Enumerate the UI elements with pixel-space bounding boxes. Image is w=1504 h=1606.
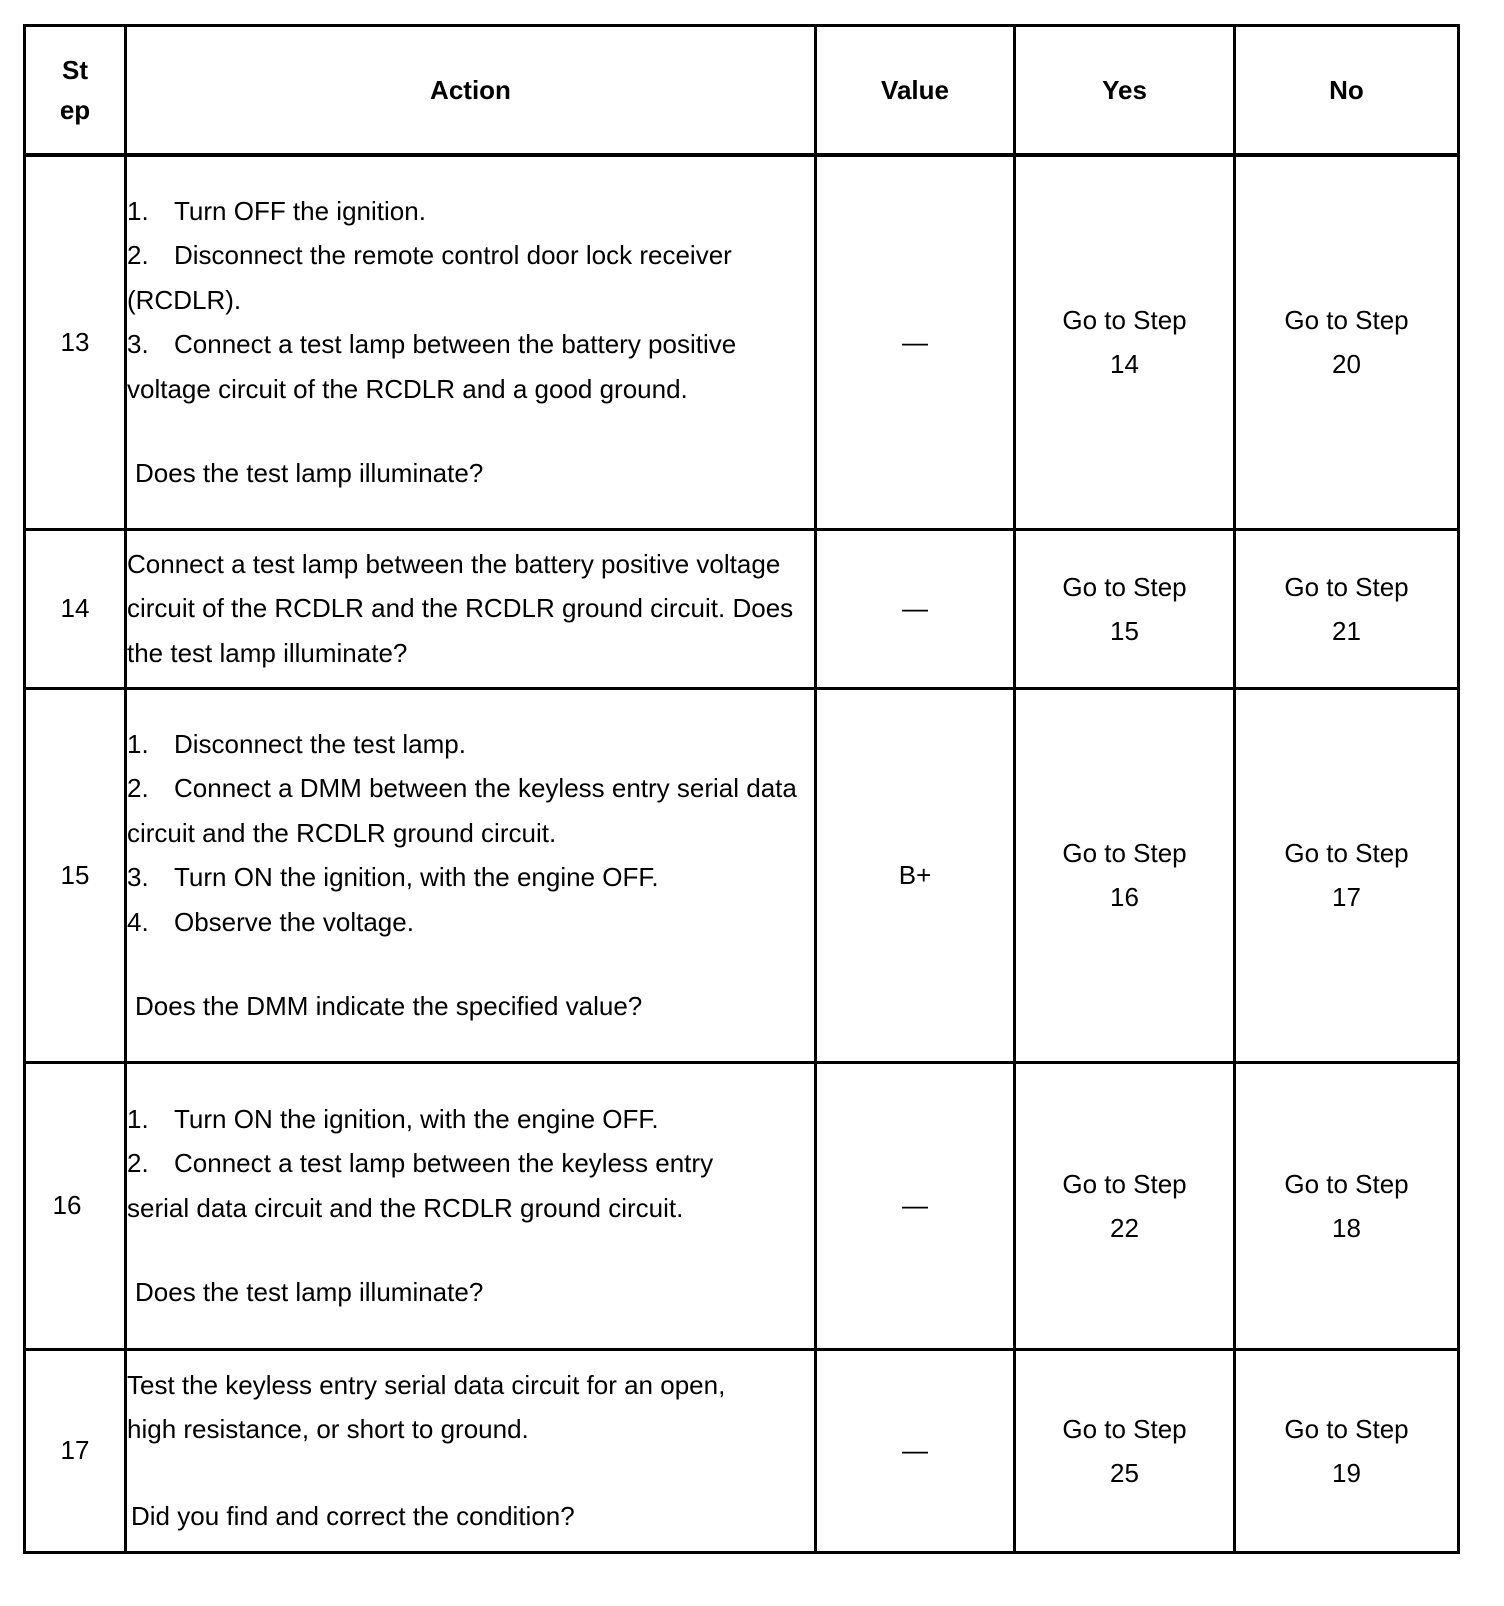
yes-step: 14	[1110, 349, 1139, 380]
yes-cell	[1015, 529, 1235, 688]
item-text: Connect a test lamp between the keyless entry serial data circuit and the RCDLR ground circuit.	[127, 1148, 714, 1223]
action-text: Test the keyless entry serial data circuit for an open, high resistance, or short to ground.	[127, 1369, 726, 1445]
step-number: 13	[25, 155, 126, 529]
no-cell	[1235, 1062, 1459, 1349]
item-text: Connect a DMM between the keyless entry serial data circuit and the RCDLR ground circuit.	[127, 773, 797, 848]
action-cell	[126, 1062, 816, 1349]
action-item	[127, 189, 814, 234]
item-number: 2.	[127, 240, 149, 271]
no-label: Go to Step	[1284, 571, 1409, 602]
action-cell	[126, 688, 816, 1062]
header-action: Action	[126, 26, 816, 156]
item-number: 2.	[127, 1148, 149, 1178]
item-text: Turn ON the ignition, with the engine OFF.	[174, 862, 659, 892]
item-number: 2.	[127, 773, 149, 803]
yes-step: 22	[1110, 1212, 1139, 1243]
item-text: Connect a test lamp between the battery positive voltage circuit of the RCDLR and a good ground.	[127, 329, 737, 404]
action-item	[127, 1141, 814, 1230]
yes-label: Go to Step	[1062, 305, 1187, 336]
no-label: Go to Step	[1284, 305, 1409, 336]
step-number: 14	[25, 529, 126, 688]
action-item	[127, 322, 814, 411]
value-cell: —	[816, 1349, 1015, 1552]
value-cell: —	[816, 1062, 1015, 1349]
item-number: 1.	[127, 1103, 149, 1134]
item-number: 3.	[127, 862, 149, 892]
table-row	[25, 1349, 1459, 1552]
no-step: 18	[1332, 1212, 1361, 1243]
yes-step: 16	[1110, 882, 1139, 912]
header-step-line2: ep	[59, 95, 91, 125]
action-cell	[126, 155, 816, 529]
no-cell	[1235, 688, 1459, 1062]
no-label: Go to Step	[1284, 838, 1409, 868]
yes-label: Go to Step	[1062, 838, 1187, 868]
action-question: Does the test lamp illuminate?	[135, 1277, 484, 1307]
action-item	[127, 1097, 814, 1142]
action-question: Does the test lamp illuminate?	[135, 458, 484, 489]
step-number: 17	[25, 1349, 126, 1552]
yes-cell	[1015, 688, 1235, 1062]
no-cell	[1235, 529, 1459, 688]
value-cell: —	[816, 529, 1015, 688]
no-label: Go to Step	[1284, 1413, 1409, 1444]
step-number: 16	[25, 1062, 126, 1349]
item-number: 4.	[127, 906, 149, 937]
item-text: Turn OFF the ignition.	[174, 195, 426, 226]
yes-label: Go to Step	[1062, 571, 1187, 602]
action-item	[127, 233, 814, 322]
step-number: 15	[25, 688, 126, 1062]
value-cell: B+	[816, 688, 1015, 1062]
action-question: Did you find and correct the condition?	[131, 1500, 575, 1531]
yes-step: 25	[1110, 1457, 1139, 1488]
no-label: Go to Step	[1284, 1168, 1409, 1199]
diagnostic-table	[23, 24, 1460, 1554]
no-step: 19	[1332, 1457, 1361, 1488]
yes-label: Go to Step	[1062, 1413, 1187, 1444]
item-text: Disconnect the remote control door lock receiver (RCDLR).	[127, 240, 732, 315]
header-value: Value	[816, 26, 1015, 156]
table-row	[25, 529, 1459, 688]
item-number: 3.	[127, 329, 149, 360]
item-text: Turn ON the ignition, with the engine OFF.	[174, 1103, 659, 1134]
action-cell	[126, 529, 816, 688]
no-step: 20	[1332, 349, 1361, 380]
action-item	[127, 722, 814, 767]
table-row	[25, 688, 1459, 1062]
header-no: No	[1235, 26, 1459, 156]
yes-cell	[1015, 1349, 1235, 1552]
action-item	[127, 766, 814, 855]
no-cell	[1235, 1349, 1459, 1552]
yes-step: 15	[1110, 615, 1139, 646]
header-yes: Yes	[1015, 26, 1235, 156]
item-number: 1.	[127, 728, 149, 759]
table-header	[25, 26, 1459, 156]
no-step: 17	[1332, 882, 1361, 912]
action-cell	[126, 1349, 816, 1552]
action-item	[127, 855, 814, 900]
header-row	[25, 26, 1459, 156]
table-row	[25, 155, 1459, 529]
action-item	[127, 900, 814, 945]
action-question: Does the DMM indicate the specified value?	[135, 991, 643, 1021]
no-step: 21	[1332, 615, 1361, 646]
action-text: Connect a test lamp between the battery positive voltage circuit of the RCDLR and the RCDLR ground circuit. Does the test lamp illuminate?	[127, 548, 794, 668]
no-cell	[1235, 155, 1459, 529]
header-step-line1: St	[62, 55, 88, 85]
yes-label: Go to Step	[1062, 1168, 1187, 1199]
item-number: 1.	[127, 195, 149, 226]
value-cell: —	[816, 155, 1015, 529]
item-text: Disconnect the test lamp.	[174, 728, 466, 759]
yes-cell	[1015, 155, 1235, 529]
yes-cell	[1015, 1062, 1235, 1349]
header-step	[25, 26, 126, 156]
table-row	[25, 1062, 1459, 1349]
table-body	[25, 155, 1459, 1552]
item-text: Observe the voltage.	[174, 906, 414, 937]
